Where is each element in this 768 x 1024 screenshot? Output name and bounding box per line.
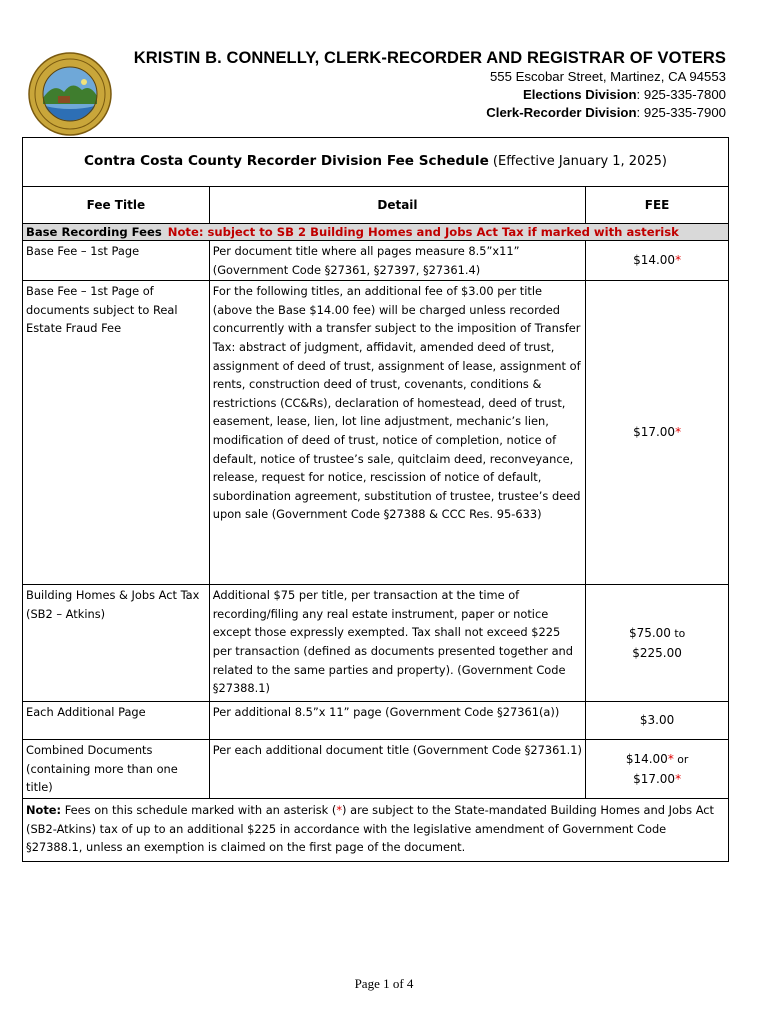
asterisk-marker: * bbox=[675, 425, 682, 440]
column-header-fee: FEE bbox=[586, 187, 729, 224]
recorder-label: Clerk-Recorder Division bbox=[486, 105, 637, 120]
asterisk-marker: * bbox=[667, 751, 674, 766]
table-row bbox=[23, 702, 729, 740]
detail-cell: Additional $75 per title, per transaction at the time of recording/filing any real estate instrument, paper or notice except those expressly exempted. Tax shall not exceed $225 per transaction (defined as documents presented together and related to the same parties and property). (Government Code §27388.1) bbox=[209, 585, 585, 702]
fee-amount-min: $75.00 bbox=[628, 626, 671, 641]
note-label: Note: bbox=[26, 802, 62, 817]
schedule-title: Contra Costa County Recorder Division Fee Schedule bbox=[84, 153, 489, 170]
note-text-start: Fees on this schedule marked with an asterisk ( bbox=[61, 802, 337, 817]
fee-title-cell: Base Fee – 1st Page bbox=[23, 241, 210, 281]
section-header-cell bbox=[23, 224, 729, 241]
recorder-phone: : 925-335-7900 bbox=[636, 105, 726, 120]
fee-amount-a: $14.00 bbox=[625, 751, 668, 766]
office-header bbox=[134, 48, 726, 122]
asterisk-marker: * bbox=[336, 802, 343, 817]
fee-cell bbox=[586, 702, 729, 740]
note-row bbox=[23, 798, 729, 861]
fee-amount: $3.00 bbox=[639, 713, 675, 728]
fee-schedule-table bbox=[22, 137, 729, 862]
column-header-fee-title: Fee Title bbox=[23, 187, 210, 224]
fee-amount-max: $225.00 bbox=[632, 645, 682, 660]
table-row bbox=[23, 241, 729, 281]
table-row bbox=[23, 740, 729, 799]
fee-cell bbox=[586, 281, 729, 585]
fee-range-connector: to bbox=[670, 627, 686, 641]
column-header-row bbox=[23, 187, 729, 224]
fee-title-cell: Each Additional Page bbox=[23, 702, 210, 740]
detail-cell: Per each additional document title (Government Code §27361.1) bbox=[209, 740, 585, 799]
section-note: Note: subject to SB 2 Building Homes and Jobs Act Tax if marked with asterisk bbox=[167, 225, 679, 239]
fee-cell bbox=[586, 241, 729, 281]
fee-cell bbox=[586, 740, 729, 799]
schedule-effective-date: (Effective January 1, 2025) bbox=[488, 154, 667, 170]
office-address: 555 Escobar Street, Martinez, CA 94553 bbox=[489, 69, 726, 84]
page-number: Page 1 of 4 bbox=[354, 976, 414, 991]
asterisk-marker: * bbox=[675, 771, 682, 786]
county-seal-logo bbox=[28, 52, 112, 136]
detail-cell: Per document title where all pages measure 8.5”x11” (Government Code §27361, §27397, §27361.4) bbox=[209, 241, 585, 281]
fee-title-cell: Building Homes & Jobs Act Tax (SB2 – Atkins) bbox=[23, 585, 210, 702]
table-row bbox=[23, 281, 729, 585]
fee-or-connector: or bbox=[673, 752, 689, 766]
fee-amount-b: $17.00 bbox=[633, 771, 676, 786]
column-header-detail: Detail bbox=[209, 187, 585, 224]
fee-title-cell: Combined Documents (containing more than one title) bbox=[23, 740, 210, 799]
detail-cell: For the following titles, an additional fee of $3.00 per title (above the Base $14.00 fee) will be charged unless recorded concurrently with a transfer subject to the imposition of Transfer Tax: abstract of judgment, affidavit, amended deed of trust, assignment of deed of trust, assignment of lease, assignment of rents, construction deed of trust, covenants, conditions & restrictions (CC&Rs), declaration of homestead, deed of trust, easement, lease, lien, lot line adjustment, mechanic’s lien, modification of deed of trust, notice of completion, notice of default, notice of trustee’s sale, quitclaim deed, reconveyance, release, request for notice, rescission of notice of default, subordination agreement, substitution of trustee, trustee’s deed upon sale (Government Code §27388 & CCC Res. 95-633) bbox=[209, 281, 585, 585]
detail-cell: Per additional 8.5”x 11” page (Government Code §27361(a)) bbox=[209, 702, 585, 740]
office-name: KRISTIN B. CONNELLY, CLERK-RECORDER AND REGISTRAR OF VOTERS bbox=[133, 49, 726, 67]
table-row bbox=[23, 585, 729, 702]
elections-label: Elections Division bbox=[522, 87, 637, 102]
fee-cell bbox=[586, 585, 729, 702]
fee-amount: $17.00 bbox=[633, 425, 676, 440]
schedule-title-cell bbox=[23, 138, 729, 187]
fee-title-cell: Base Fee – 1st Page of documents subject to Real Estate Fraud Fee bbox=[23, 281, 210, 585]
elections-phone: : 925-335-7800 bbox=[636, 87, 726, 102]
recorder-contact bbox=[134, 104, 726, 122]
asterisk-marker: * bbox=[675, 253, 682, 268]
note-cell bbox=[23, 798, 729, 861]
section-label: Base Recording Fees bbox=[26, 225, 162, 239]
fee-amount: $14.00 bbox=[633, 253, 676, 268]
elections-contact bbox=[134, 86, 726, 104]
note-text-end: ) are subject to the State-mandated Building Homes and Jobs Act (SB2-Atkins) tax of up to an additional $225 in accordance with the legislative amendment of Government Code §27388.1, unless an exemption is claimed on the first page of the document. bbox=[26, 802, 715, 855]
section-header-row bbox=[23, 224, 729, 241]
schedule-title-row bbox=[23, 138, 729, 187]
